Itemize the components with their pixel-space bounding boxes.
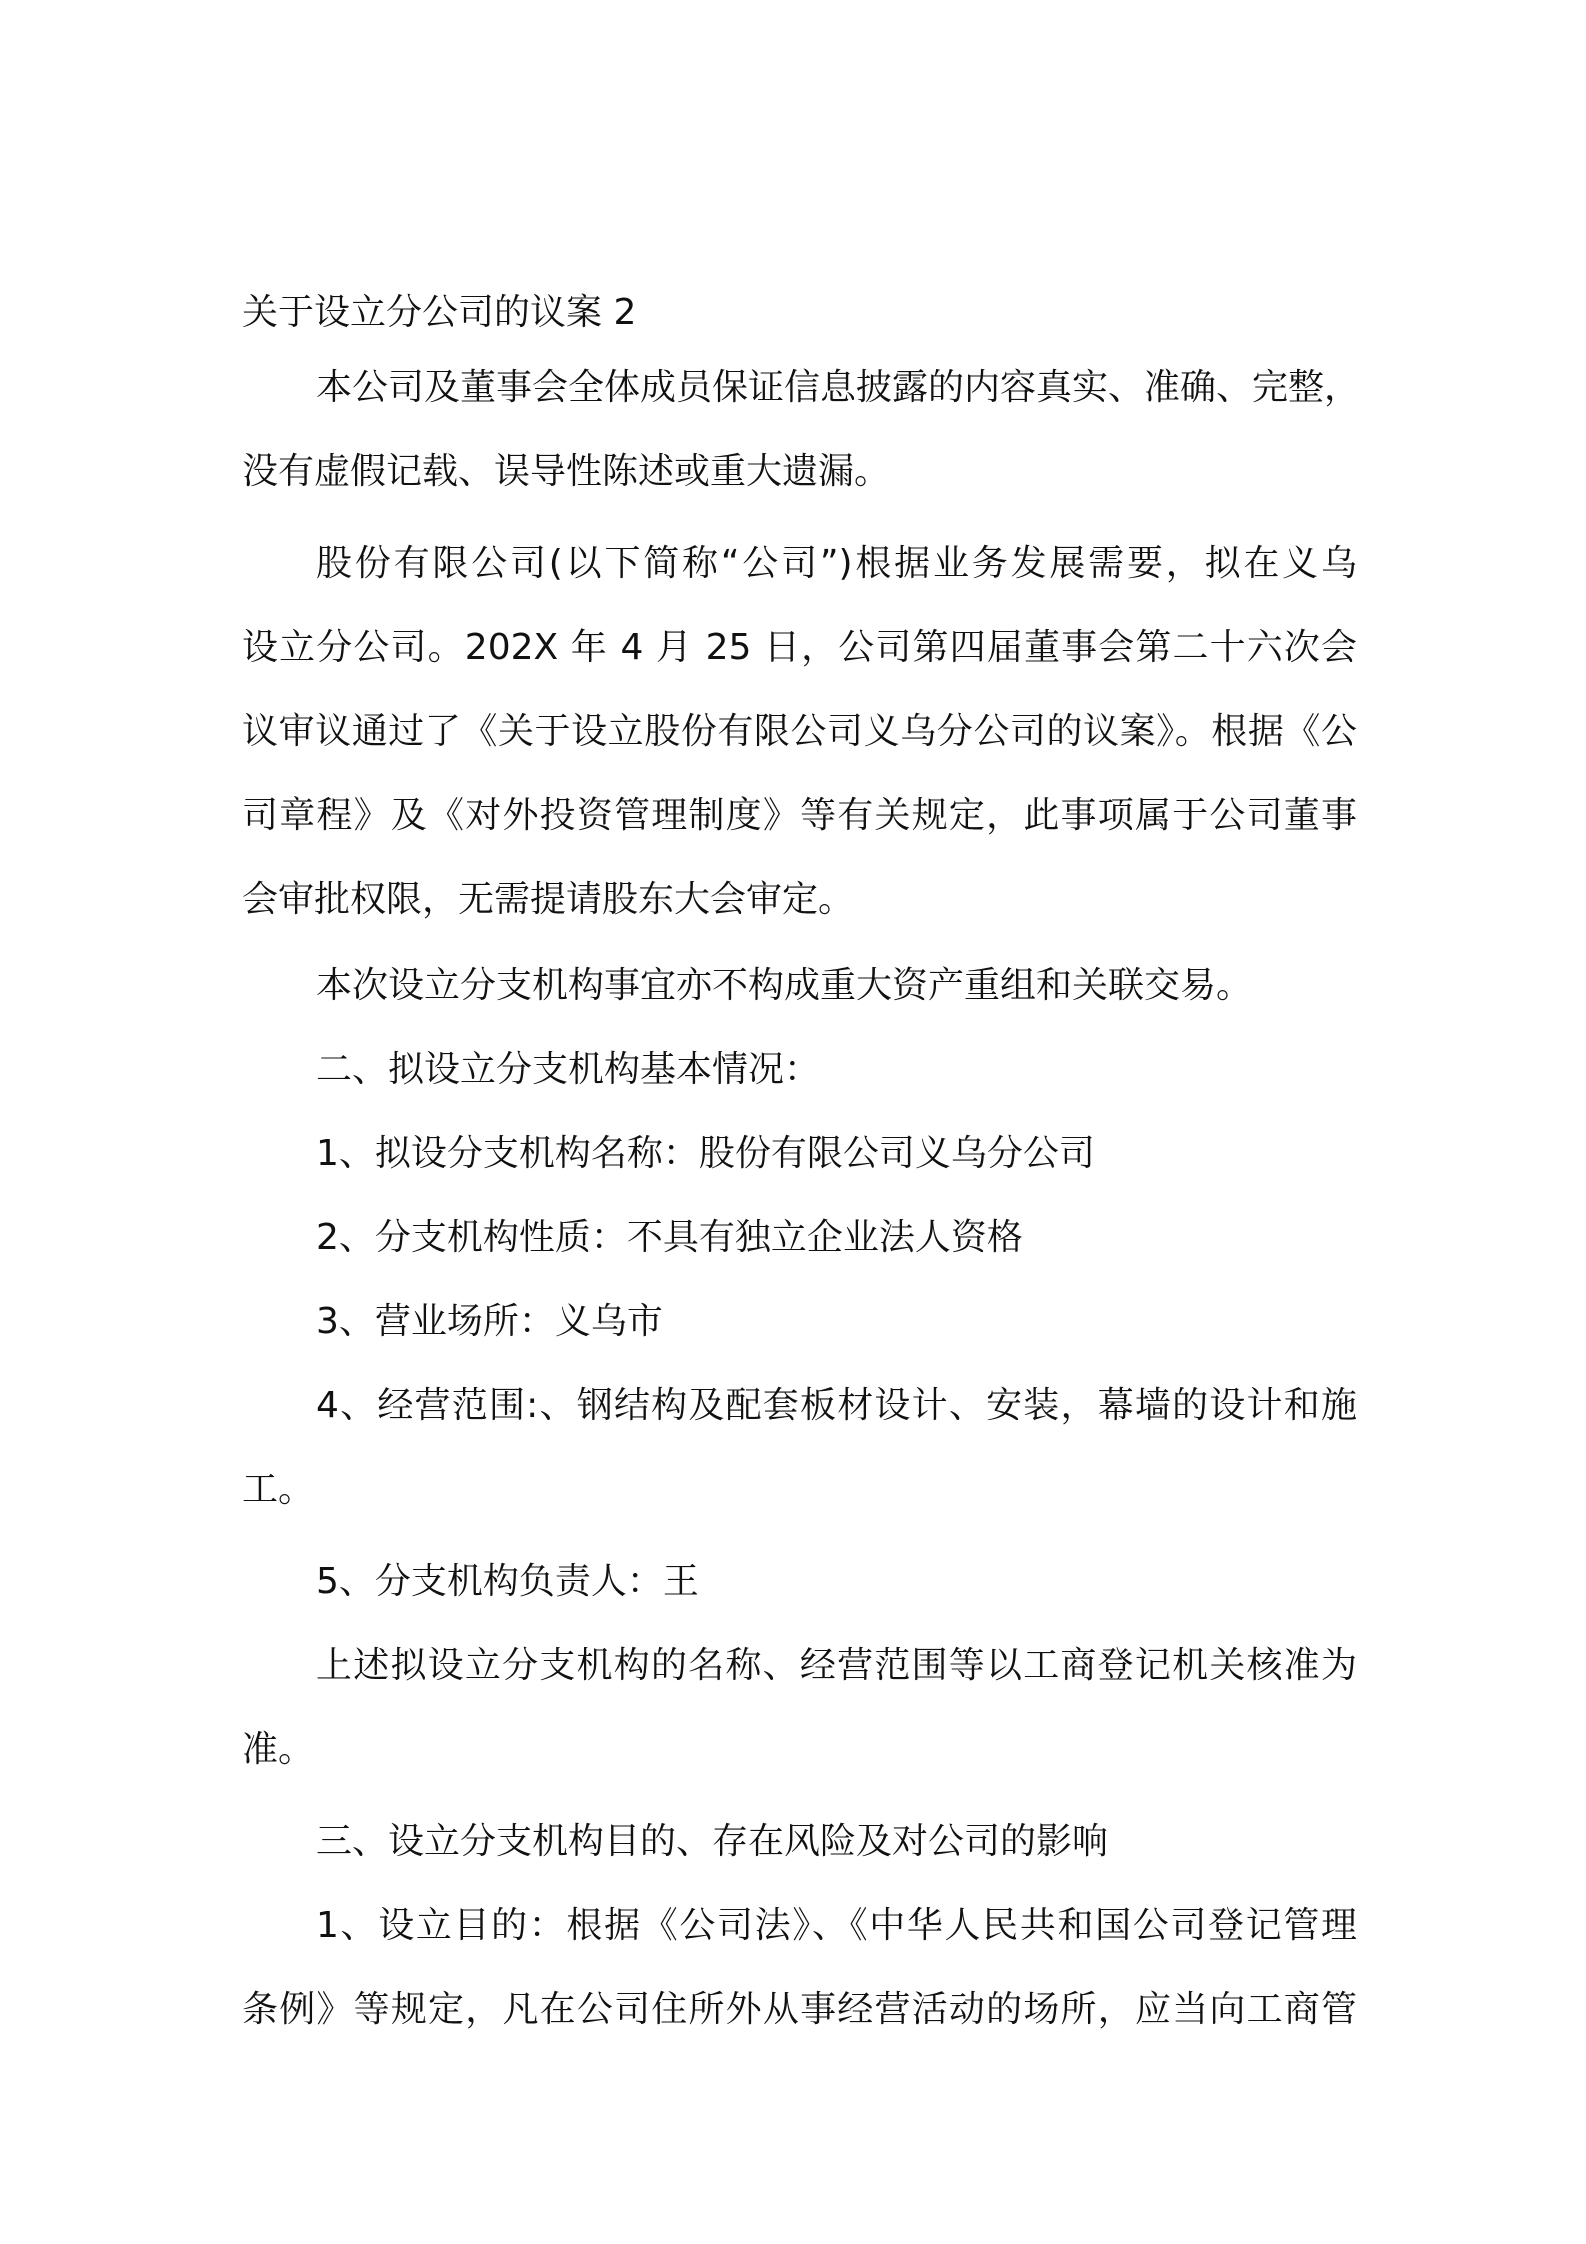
paragraph-line: 1、拟设分支机构名称：股份有限公司义乌分公司	[316, 1133, 1095, 1174]
document-title: 关于设立分公司的议案 2	[242, 292, 637, 333]
paragraph-line: 条例》等规定，凡在公司住所外从事经营活动的场所，应当向工商管	[242, 1989, 1357, 2030]
paragraph-line: 工。	[242, 1469, 315, 1510]
paragraph-line: 3、营业场所：义乌市	[316, 1301, 663, 1342]
paragraph-line: 上述拟设立分支机构的名称、经营范围等以工商登记机关核准为	[316, 1645, 1357, 1686]
section-heading	[242, 1028, 1357, 1112]
paragraph	[242, 1884, 1357, 2052]
paragraph	[242, 1624, 1357, 1792]
paragraph-line: 5、分支机构负责人：王	[316, 1561, 699, 1602]
paragraph-line: 准。	[242, 1729, 315, 1770]
paragraph-line: 本公司及董事会全体成员保证信息披露的内容真实、准确、完整，	[316, 367, 1361, 408]
paragraph-line: 会审批权限，无需提请股东大会审定。	[242, 879, 855, 920]
paragraph-line: 议审议通过了《关于设立股份有限公司义乌分公司的议案》。根据《公	[242, 711, 1357, 752]
paragraph	[242, 346, 1361, 514]
paragraph-line: 本次设立分支机构事宜亦不构成重大资产重组和关联交易。	[316, 965, 1253, 1006]
paragraph-line: 三、设立分支机构目的、存在风险及对公司的影响	[316, 1821, 1109, 1862]
paragraph-line: 1、设立目的：根据《公司法》、《中华人民共和国公司登记管理	[316, 1905, 1357, 1946]
paragraph-line: 司章程》及《对外投资管理制度》等有关规定，此事项属于公司董事	[242, 795, 1357, 836]
paragraph-line: 设立分公司。202X 年 4 月 25 日，公司第四届董事会第二十六次会	[242, 627, 1357, 668]
list-item	[242, 1540, 1357, 1624]
list-item	[242, 1196, 1357, 1280]
list-item	[242, 1112, 1357, 1196]
section-heading	[242, 1800, 1357, 1884]
paragraph-line: 股份有限公司(以下简称“公司”)根据业务发展需要，拟在义乌	[316, 543, 1357, 584]
paragraph-line: 二、拟设立分支机构基本情况：	[316, 1049, 821, 1090]
paragraph-line: 2、分支机构性质：不具有独立企业法人资格	[316, 1217, 1023, 1258]
list-item	[242, 1280, 1357, 1364]
paragraph-line: 4、经营范围:、钢结构及配套板材设计、安装，幕墙的设计和施	[316, 1385, 1357, 1426]
paragraph	[242, 522, 1357, 942]
list-item	[242, 1364, 1357, 1532]
paragraph-line: 没有虚假记载、误导性陈述或重大遗漏。	[242, 451, 891, 492]
paragraph	[242, 944, 1357, 1028]
